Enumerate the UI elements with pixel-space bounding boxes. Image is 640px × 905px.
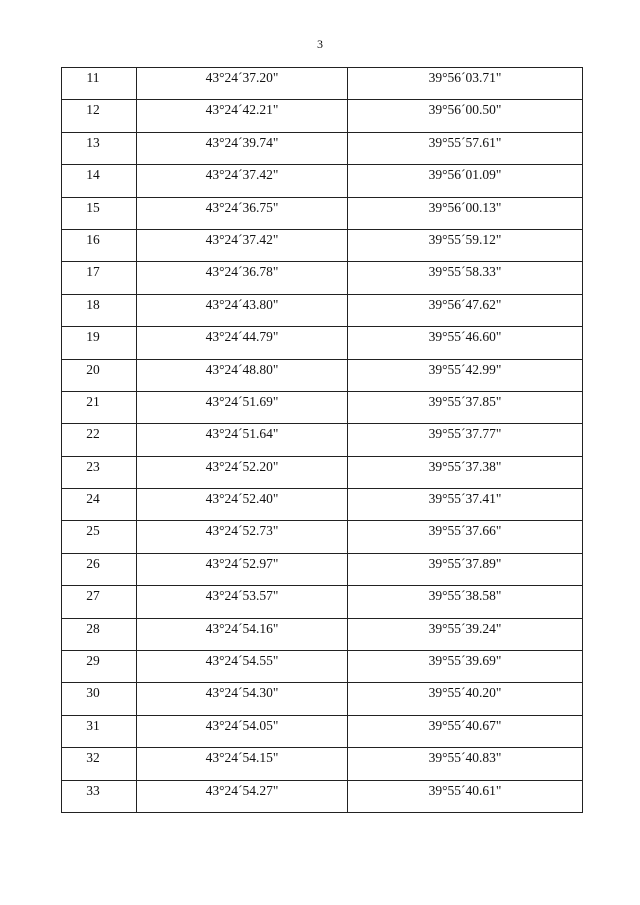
point-number-cell-text: 30 — [86, 685, 100, 701]
longitude-cell-text: 39°56´00.50" — [428, 102, 502, 118]
latitude-cell — [137, 780, 348, 812]
latitude-cell — [137, 748, 348, 780]
point-number-cell — [62, 294, 137, 326]
longitude-cell-text: 39°55´40.83" — [428, 750, 502, 766]
point-number-cell — [62, 456, 137, 488]
longitude-cell-text: 39°55´40.67" — [428, 717, 502, 733]
point-number-cell — [62, 327, 137, 359]
latitude-cell-text: 43°24´52.97" — [205, 555, 279, 571]
longitude-cell — [348, 132, 583, 164]
latitude-cell-text: 43°24´37.20" — [205, 70, 279, 85]
table-row — [62, 586, 583, 618]
longitude-cell — [348, 424, 583, 456]
coordinates-table-body — [62, 68, 583, 813]
latitude-cell — [137, 715, 348, 747]
latitude-cell-text: 43°24´53.57" — [205, 588, 279, 604]
latitude-cell-text: 43°24´52.73" — [205, 523, 279, 539]
point-number-cell-text: 13 — [86, 134, 100, 150]
point-number-cell — [62, 489, 137, 521]
latitude-cell-text: 43°24´54.16" — [205, 620, 279, 636]
longitude-cell-text: 39°56´01.09" — [428, 167, 502, 183]
longitude-cell — [348, 197, 583, 229]
table-row — [62, 553, 583, 585]
table-row — [62, 683, 583, 715]
latitude-cell — [137, 197, 348, 229]
longitude-cell-text: 39°55´37.89" — [428, 555, 502, 571]
latitude-cell-text: 43°24´54.05" — [205, 717, 279, 733]
latitude-cell — [137, 683, 348, 715]
latitude-cell — [137, 586, 348, 618]
latitude-cell-text: 43°24´54.55" — [205, 653, 279, 669]
point-number-cell-text: 12 — [86, 102, 100, 118]
page-number: 3 — [317, 37, 323, 51]
latitude-cell — [137, 294, 348, 326]
table-row — [62, 424, 583, 456]
latitude-cell-text: 43°24´37.42" — [205, 231, 279, 247]
table-row — [62, 294, 583, 326]
latitude-cell — [137, 100, 348, 132]
latitude-cell — [137, 359, 348, 391]
latitude-cell-text: 43°24´36.78" — [205, 264, 279, 280]
point-number-cell — [62, 229, 137, 261]
longitude-cell — [348, 586, 583, 618]
longitude-cell-text: 39°55´58.33" — [428, 264, 502, 280]
longitude-cell-text: 39°55´38.58" — [428, 588, 502, 604]
point-number-cell-text: 14 — [86, 167, 100, 183]
longitude-cell — [348, 391, 583, 423]
point-number-cell — [62, 262, 137, 294]
point-number-cell-text: 24 — [86, 491, 100, 507]
point-number-cell-text: 26 — [86, 555, 100, 571]
longitude-cell-text: 39°55´46.60" — [428, 329, 502, 345]
table-row — [62, 748, 583, 780]
point-number-cell — [62, 553, 137, 585]
point-number-cell — [62, 100, 137, 132]
point-number-cell — [62, 132, 137, 164]
table-row — [62, 327, 583, 359]
latitude-cell-text: 43°24´51.64" — [205, 426, 279, 442]
table-row — [62, 262, 583, 294]
latitude-cell-text: 43°24´43.80" — [205, 296, 279, 312]
longitude-cell-text: 39°55´37.85" — [428, 393, 502, 409]
table-row — [62, 132, 583, 164]
longitude-cell-text: 39°56´03.71" — [428, 70, 502, 85]
point-number-cell-text: 33 — [86, 782, 100, 798]
point-number-cell — [62, 521, 137, 553]
point-number-cell — [62, 586, 137, 618]
point-number-cell-text: 20 — [86, 361, 100, 377]
longitude-cell-text: 39°55´59.12" — [428, 231, 502, 247]
table-row — [62, 359, 583, 391]
latitude-cell-text: 43°24´54.30" — [205, 685, 279, 701]
point-number-cell — [62, 165, 137, 197]
point-number-cell — [62, 618, 137, 650]
point-number-cell-text: 18 — [86, 296, 100, 312]
latitude-cell — [137, 262, 348, 294]
latitude-cell — [137, 68, 348, 100]
latitude-cell — [137, 456, 348, 488]
latitude-cell-text: 43°24´54.15" — [205, 750, 279, 766]
longitude-cell-text: 39°55´40.20" — [428, 685, 502, 701]
latitude-cell — [137, 651, 348, 683]
table-row — [62, 456, 583, 488]
point-number-cell — [62, 748, 137, 780]
point-number-cell — [62, 715, 137, 747]
coordinates-table — [61, 67, 583, 813]
longitude-cell-text: 39°55´37.66" — [428, 523, 502, 539]
longitude-cell — [348, 715, 583, 747]
longitude-cell-text: 39°56´47.62" — [428, 296, 502, 312]
point-number-cell-text: 22 — [86, 426, 100, 442]
table-row — [62, 489, 583, 521]
latitude-cell-text: 43°24´42.21" — [205, 102, 279, 118]
point-number-cell — [62, 683, 137, 715]
point-number-cell-text: 23 — [86, 458, 100, 474]
longitude-cell-text: 39°55´57.61" — [428, 134, 502, 150]
longitude-cell-text: 39°55´40.61" — [428, 782, 502, 798]
point-number-cell-text: 15 — [86, 199, 100, 215]
table-row — [62, 100, 583, 132]
latitude-cell-text: 43°24´51.69" — [205, 393, 279, 409]
point-number-cell — [62, 391, 137, 423]
longitude-cell — [348, 780, 583, 812]
longitude-cell-text: 39°55´42.99" — [428, 361, 502, 377]
table-row — [62, 780, 583, 812]
point-number-cell — [62, 780, 137, 812]
longitude-cell-text: 39°55´39.24" — [428, 620, 502, 636]
longitude-cell — [348, 489, 583, 521]
point-number-cell-text: 11 — [86, 70, 100, 85]
longitude-cell-text: 39°55´37.41" — [428, 491, 502, 507]
point-number-cell — [62, 359, 137, 391]
longitude-cell — [348, 68, 583, 100]
latitude-cell — [137, 521, 348, 553]
table-row — [62, 651, 583, 683]
longitude-cell — [348, 327, 583, 359]
latitude-cell-text: 43°24´44.79" — [205, 329, 279, 345]
latitude-cell-text: 43°24´37.42" — [205, 167, 279, 183]
longitude-cell — [348, 748, 583, 780]
point-number-cell — [62, 424, 137, 456]
table-row — [62, 715, 583, 747]
longitude-cell — [348, 618, 583, 650]
latitude-cell — [137, 489, 348, 521]
latitude-cell — [137, 424, 348, 456]
table-row — [62, 197, 583, 229]
latitude-cell — [137, 391, 348, 423]
point-number-cell-text: 32 — [86, 750, 100, 766]
longitude-cell — [348, 262, 583, 294]
longitude-cell — [348, 229, 583, 261]
latitude-cell — [137, 229, 348, 261]
point-number-cell-text: 16 — [86, 231, 100, 247]
point-number-cell-text: 28 — [86, 620, 100, 636]
latitude-cell — [137, 327, 348, 359]
longitude-cell — [348, 521, 583, 553]
longitude-cell — [348, 553, 583, 585]
point-number-cell-text: 27 — [86, 588, 100, 604]
latitude-cell-text: 43°24´39.74" — [205, 134, 279, 150]
point-number-cell-text: 21 — [86, 393, 100, 409]
point-number-cell-text: 29 — [86, 653, 100, 669]
longitude-cell-text: 39°55´37.38" — [428, 458, 502, 474]
latitude-cell — [137, 132, 348, 164]
table-row — [62, 68, 583, 100]
latitude-cell-text: 43°24´48.80" — [205, 361, 279, 377]
longitude-cell — [348, 651, 583, 683]
longitude-cell-text: 39°55´37.77" — [428, 426, 502, 442]
latitude-cell — [137, 618, 348, 650]
latitude-cell — [137, 165, 348, 197]
point-number-cell-text: 17 — [86, 264, 100, 280]
longitude-cell-text: 39°56´00.13" — [428, 199, 502, 215]
latitude-cell-text: 43°24´52.40" — [205, 491, 279, 507]
longitude-cell — [348, 683, 583, 715]
longitude-cell-text: 39°55´39.69" — [428, 653, 502, 669]
latitude-cell-text: 43°24´36.75" — [205, 199, 279, 215]
longitude-cell — [348, 100, 583, 132]
longitude-cell — [348, 359, 583, 391]
longitude-cell — [348, 165, 583, 197]
point-number-cell-text: 19 — [86, 329, 100, 345]
table-row — [62, 165, 583, 197]
latitude-cell-text: 43°24´54.27" — [205, 782, 279, 798]
longitude-cell — [348, 294, 583, 326]
table-row — [62, 618, 583, 650]
table-row — [62, 391, 583, 423]
latitude-cell-text: 43°24´52.20" — [205, 458, 279, 474]
point-number-cell — [62, 651, 137, 683]
point-number-cell-text: 25 — [86, 523, 100, 539]
longitude-cell — [348, 456, 583, 488]
latitude-cell — [137, 553, 348, 585]
table-row — [62, 229, 583, 261]
point-number-cell-text: 31 — [86, 717, 100, 733]
table-row — [62, 521, 583, 553]
point-number-cell — [62, 68, 137, 100]
point-number-cell — [62, 197, 137, 229]
